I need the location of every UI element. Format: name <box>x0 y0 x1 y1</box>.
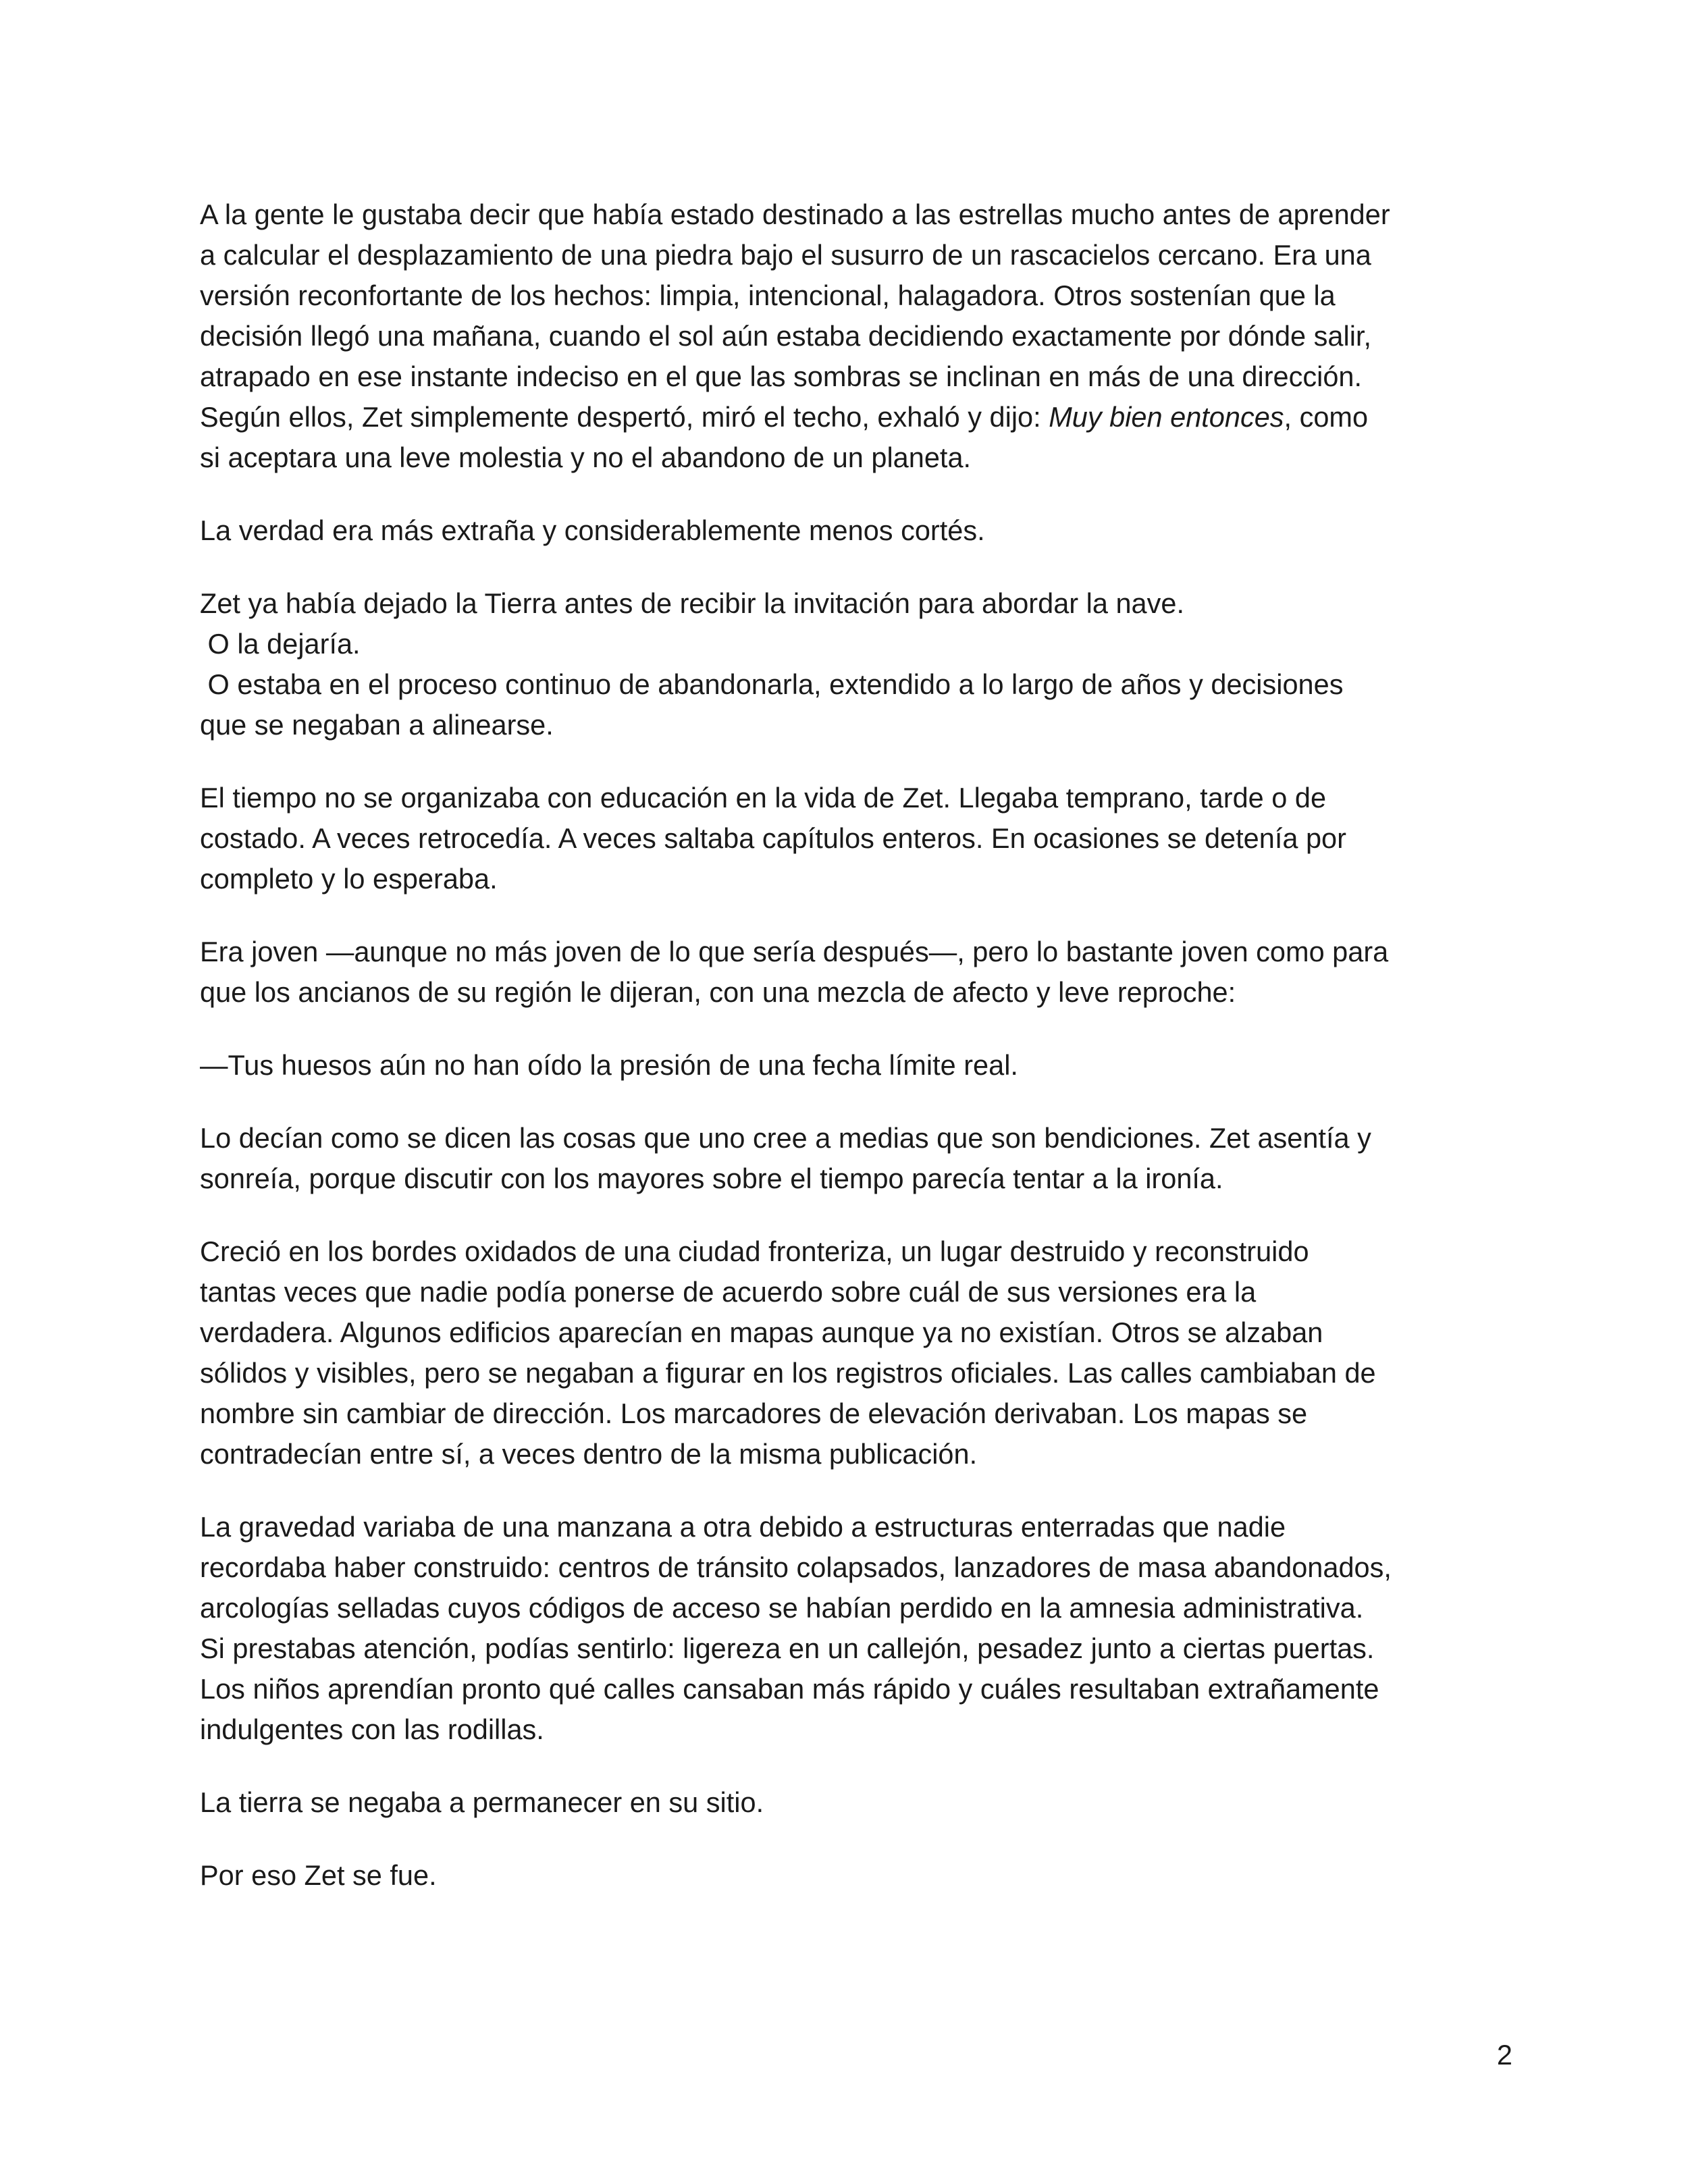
paragraph-5 <box>200 932 1506 1013</box>
paragraph-4 <box>200 778 1506 899</box>
text-line: Si prestabas atención, podías sentirlo: ligereza en un callejón, pesadez junto a ciertas puertas. <box>200 1632 1375 1664</box>
page-number: 2 <box>1496 2039 1512 2071</box>
text-line: Los niños aprendían pronto qué calles cansaban más rápido y cuáles resultaban extrañamente <box>200 1673 1379 1705</box>
text-line: costado. A veces retrocedía. A veces saltaba capítulos enteros. En ocasiones se detenía por <box>200 822 1346 854</box>
text-line: recordaba haber construido: centros de tránsito colapsados, lanzadores de masa abandonados, <box>200 1551 1392 1583</box>
text-line: que los ancianos de su región le dijeran, con una mezcla de afecto y leve reproche: <box>200 976 1236 1008</box>
text-line: que se negaban a alinearse. <box>200 709 554 741</box>
paragraph-9 <box>200 1507 1506 1750</box>
paragraph-11 <box>200 1855 1506 1896</box>
text-line: Lo decían como se dicen las cosas que uno cree a medias que son bendiciones. Zet asentía y <box>200 1122 1371 1154</box>
text-line: verdadera. Algunos edificios aparecían en mapas aunque ya no existían. Otros se alzaban <box>200 1316 1323 1348</box>
text-line: —Tus huesos aún no han oído la presión de una fecha límite real. <box>200 1049 1018 1081</box>
text-line: si aceptara una leve molestia y no el abandono de un planeta. <box>200 442 972 473</box>
text-line: O la dejaría. <box>200 628 361 660</box>
text-line: La tierra se negaba a permanecer en su sitio. <box>200 1786 764 1818</box>
text-line: El tiempo no se organizaba con educación en la vida de Zet. Llegaba temprano, tarde o de <box>200 782 1327 814</box>
text-line: Creció en los bordes oxidados de una ciudad fronteriza, un lugar destruido y reconstruido <box>200 1235 1309 1267</box>
text-line: Por eso Zet se fue. <box>200 1859 437 1891</box>
text-line: atrapado en ese instante indeciso en el que las sombras se inclinan en más de una dirección. <box>200 361 1363 392</box>
text-line: tantas veces que nadie podía ponerse de acuerdo sobre cuál de sus versiones era la <box>200 1276 1257 1308</box>
text-line: completo y lo esperaba. <box>200 863 498 895</box>
text-line: Zet ya había dejado la Tierra antes de recibir la invitación para abordar la nave. <box>200 587 1184 619</box>
document-body <box>200 194 1506 1928</box>
text-line: versión reconfortante de los hechos: limpia, intencional, halagadora. Otros sostenían que la <box>200 279 1336 311</box>
paragraph-1 <box>200 194 1506 478</box>
text-segment: , como <box>1284 401 1369 433</box>
paragraph-8 <box>200 1231 1506 1474</box>
italic-phrase: Muy bien entonces <box>1049 401 1284 433</box>
text-line: decisión llegó una mañana, cuando el sol aún estaba decidiendo exactamente por dónde salir, <box>200 320 1371 352</box>
text-line: arcologías selladas cuyos códigos de acceso se habían perdido en la amnesia administrativa. <box>200 1592 1364 1624</box>
paragraph-2 <box>200 510 1506 551</box>
text-line: contradecían entre sí, a veces dentro de la misma publicación. <box>200 1438 978 1470</box>
text-segment: Según ellos, Zet simplemente despertó, miró el techo, exhaló y dijo: <box>200 401 1049 433</box>
text-line: O estaba en el proceso continuo de abandonarla, extendido a lo largo de años y decisiones <box>200 668 1344 700</box>
text-line: a calcular el desplazamiento de una piedra bajo el susurro de un rascacielos cercano. Era una <box>200 239 1371 271</box>
text-line: sonreía, porque discutir con los mayores sobre el tiempo parecía tentar a la ironía. <box>200 1163 1223 1194</box>
text-line: indulgentes con las rodillas. <box>200 1713 544 1745</box>
text-line: Era joven —aunque no más joven de lo que sería después—, pero lo bastante joven como para <box>200 936 1389 967</box>
text-line: sólidos y visibles, pero se negaban a figurar en los registros oficiales. Las calles cambiaban de <box>200 1357 1376 1389</box>
text-line: La gravedad variaba de una manzana a otra debido a estructuras enterradas que nadie <box>200 1511 1286 1543</box>
paragraph-6 <box>200 1045 1506 1086</box>
text-line: nombre sin cambiar de dirección. Los marcadores de elevación derivaban. Los mapas se <box>200 1397 1308 1429</box>
paragraph-7 <box>200 1118 1506 1199</box>
text-line: A la gente le gustaba decir que había estado destinado a las estrellas mucho antes de aprender <box>200 198 1390 230</box>
text-line-with-italic <box>200 397 1506 437</box>
paragraph-10 <box>200 1782 1506 1823</box>
text-line: La verdad era más extraña y considerablemente menos cortés. <box>200 514 985 546</box>
paragraph-3 <box>200 583 1506 745</box>
